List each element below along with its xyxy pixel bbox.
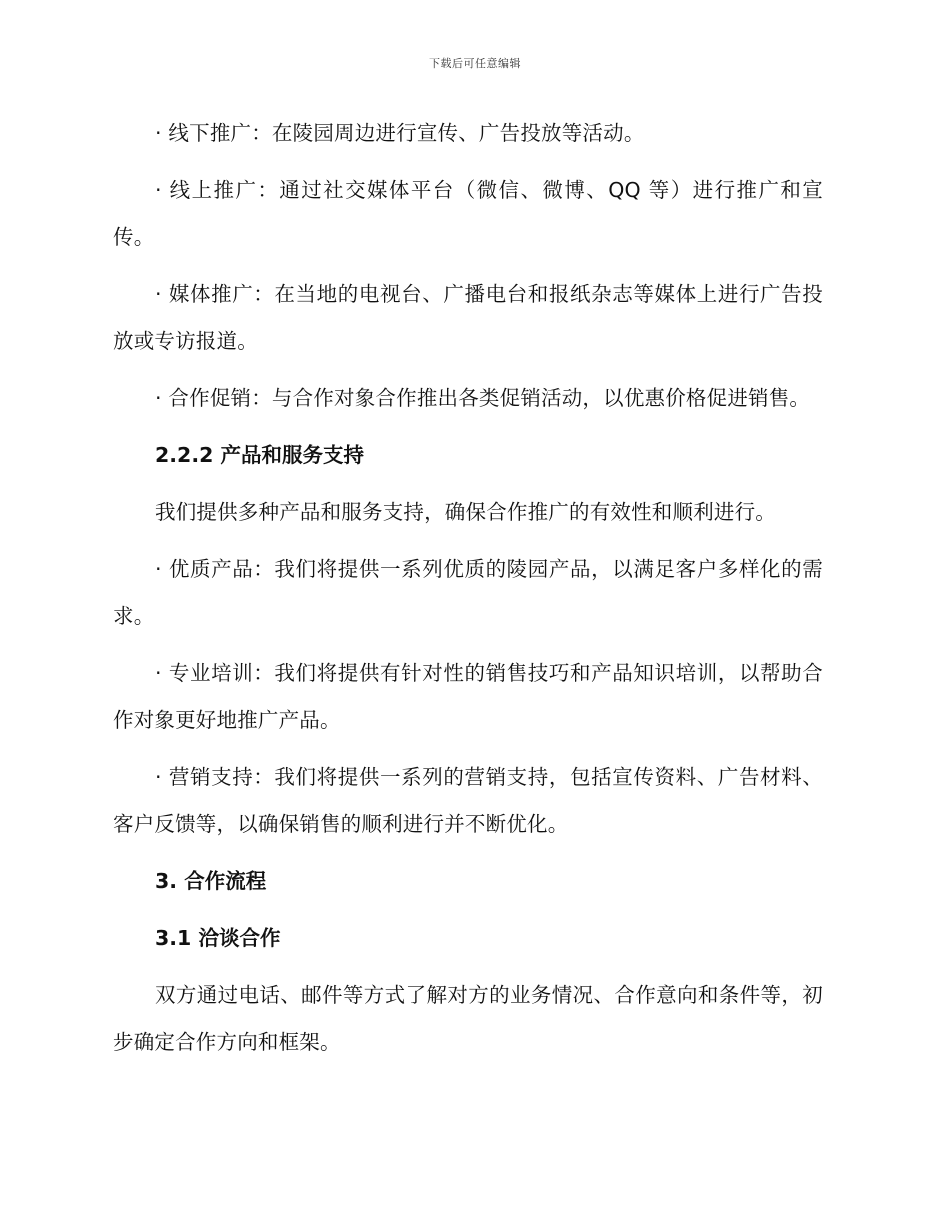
bullet-marketing-support: · 营销支持：我们将提供一系列的营销支持，包括宣传资料、广告材料、客户反馈等，以确保销售的顺利进行并不断优化。: [113, 765, 823, 836]
section-heading-3-1: 3.1 洽谈合作: [155, 926, 281, 950]
section-intro: 我们提供多种产品和服务支持，确保合作推广的有效性和顺利进行。: [155, 500, 776, 524]
header-note: 下载后可任意编辑: [429, 57, 521, 70]
bullet-quality-products: · 优质产品：我们将提供一系列优质的陵园产品，以满足客户多样化的需求。: [113, 557, 823, 628]
section-heading-3: 3. 合作流程: [155, 869, 267, 893]
bullet-online-promotion: · 线上推广：通过社交媒体平台（微信、微博、QQ 等）进行推广和宣传。: [113, 178, 823, 249]
bullet-cooperative-sales: · 合作促销：与合作对象合作推出各类促销活动，以优惠价格促进销售。: [155, 386, 811, 410]
section-3-1-paragraph: 双方通过电话、邮件等方式了解对方的业务情况、合作意向和条件等，初步确定合作方向和框架。: [113, 983, 823, 1054]
bullet-offline-promotion: · 线下推广：在陵园周边进行宣传、广告投放等活动。: [155, 121, 645, 145]
document-body: [113, 110, 823, 1066]
section-heading-2-2-2: 2.2.2 产品和服务支持: [155, 443, 365, 467]
bullet-professional-training: · 专业培训：我们将提供有针对性的销售技巧和产品知识培训，以帮助合作对象更好地推广产品。: [113, 661, 823, 732]
bullet-media-promotion: · 媒体推广：在当地的电视台、广播电台和报纸杂志等媒体上进行广告投放或专访报道。: [113, 282, 823, 353]
